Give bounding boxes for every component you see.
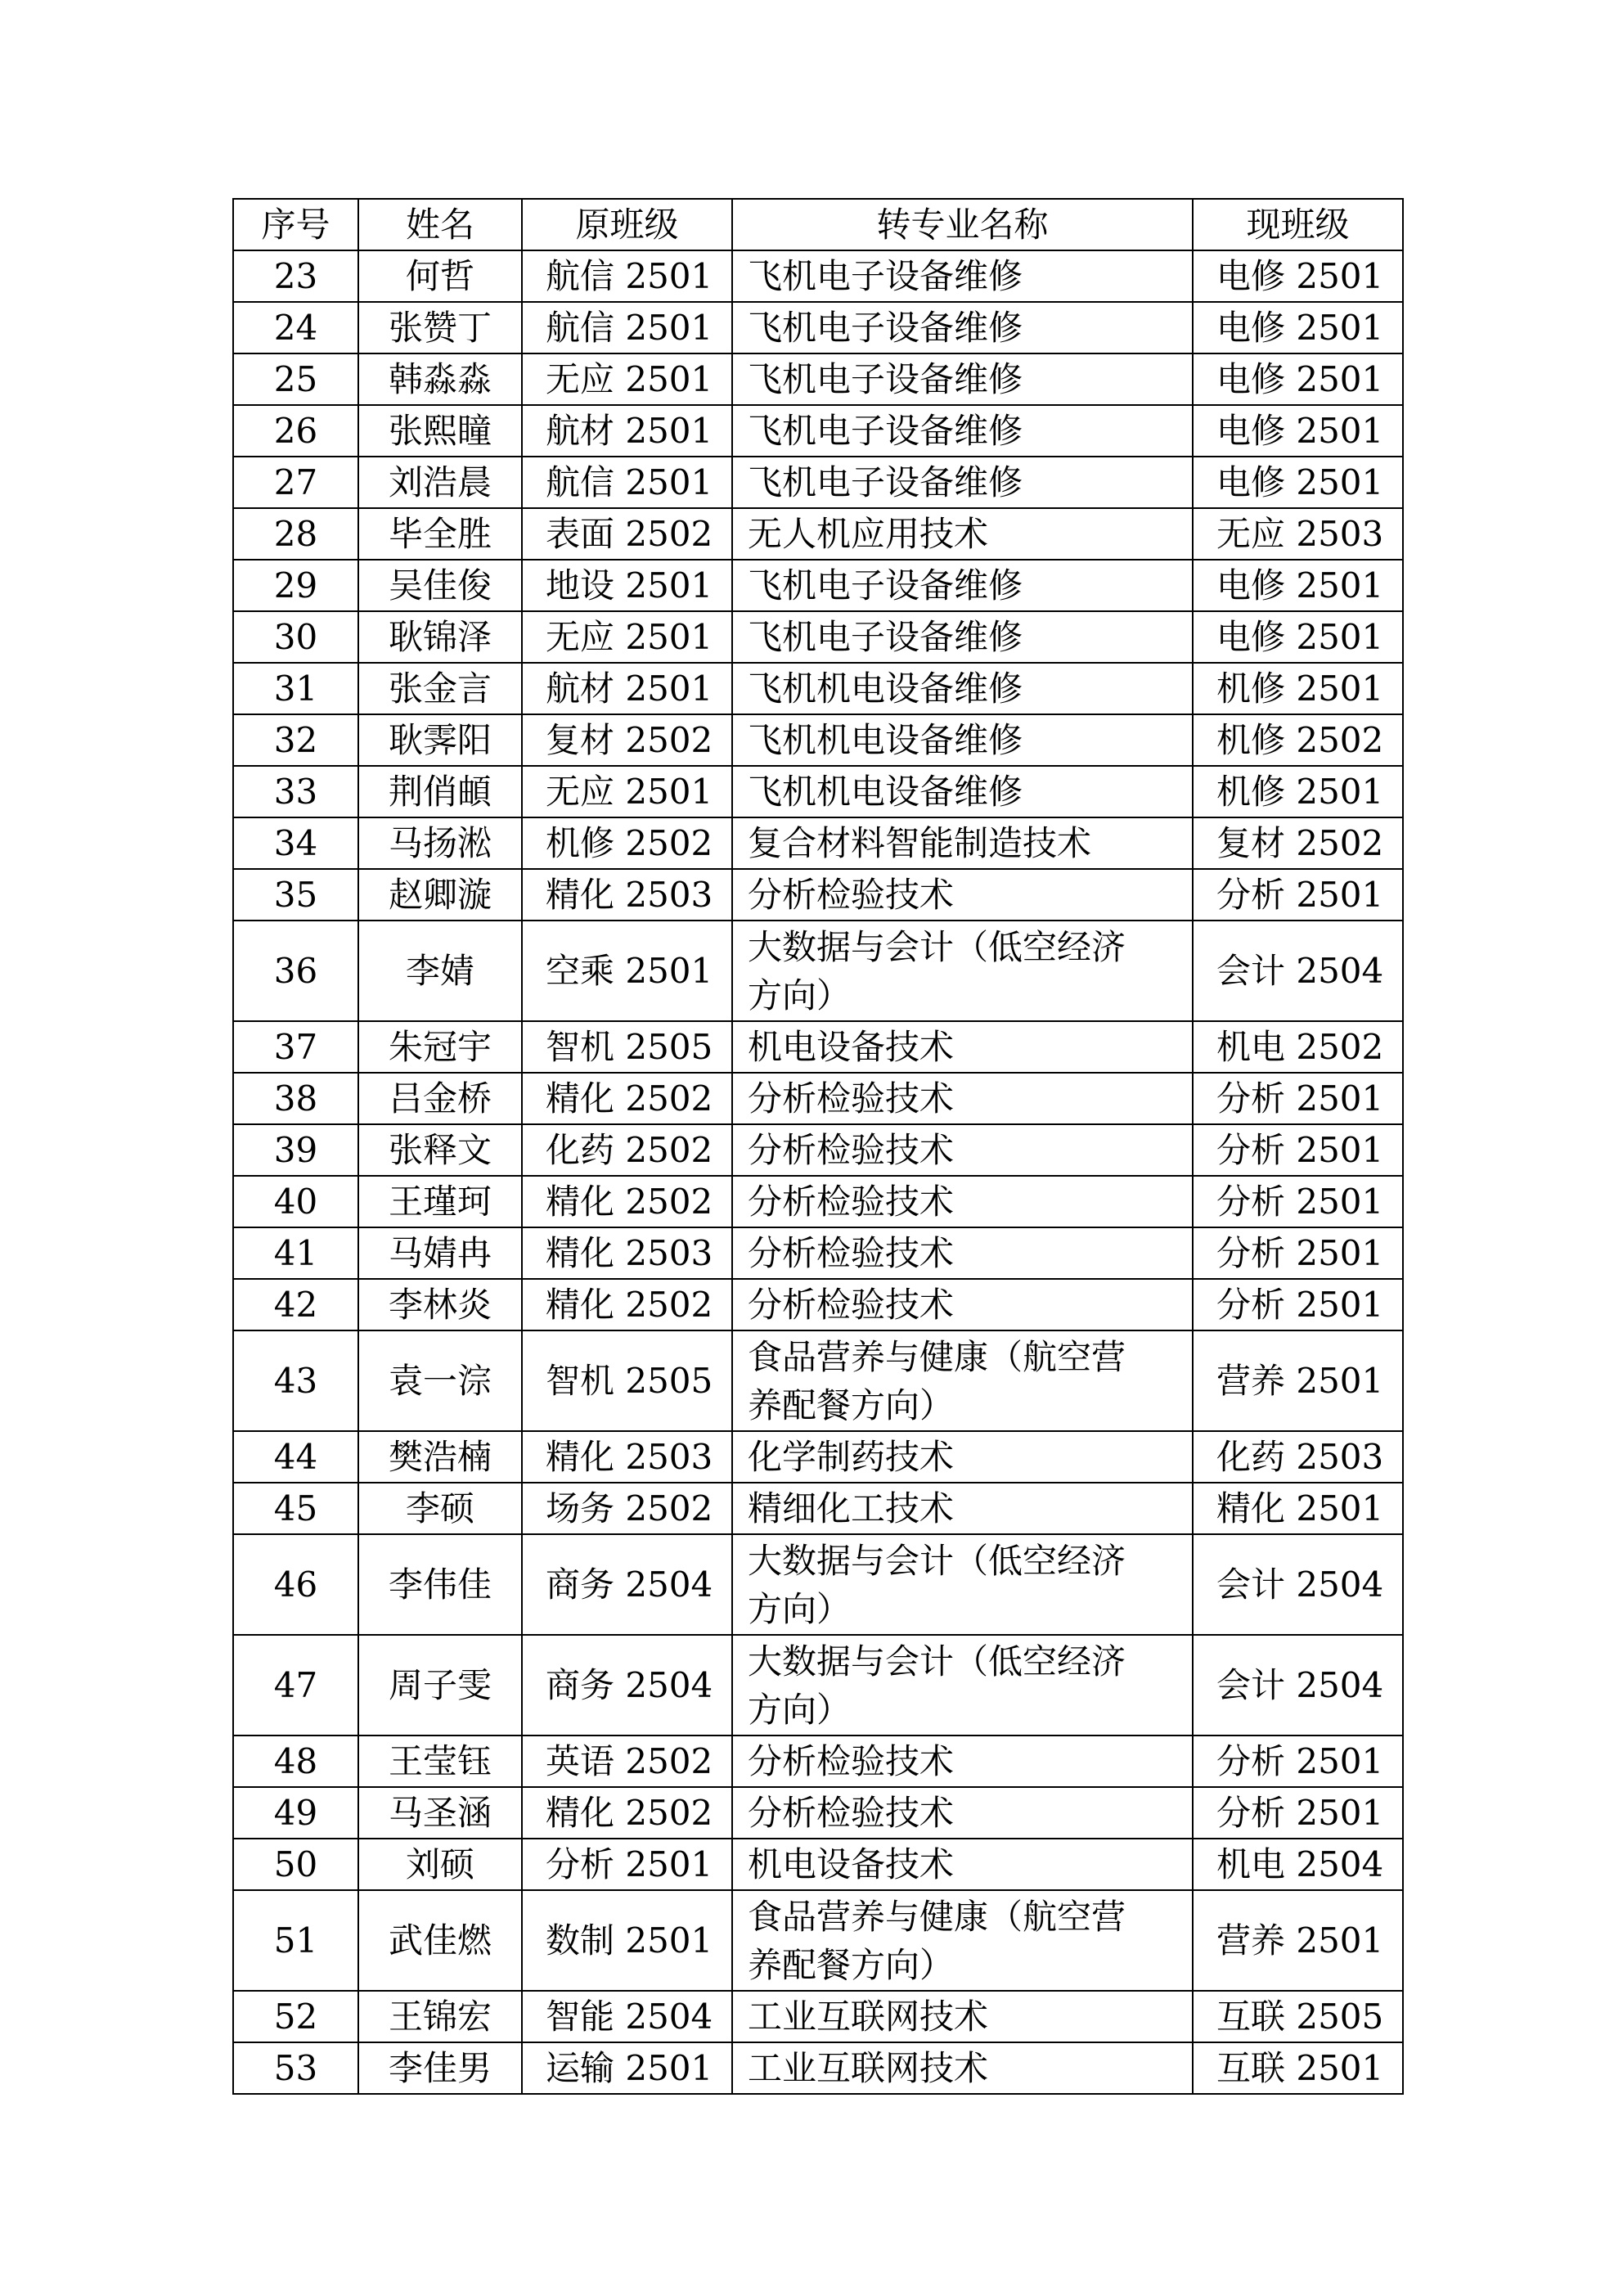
- table-row: [233, 1176, 1403, 1227]
- current-class-cell: 电修 2501: [1193, 560, 1403, 611]
- table-row: [233, 1890, 1403, 1991]
- new-major-cell: [732, 1839, 1193, 1890]
- table-row: [233, 1073, 1403, 1124]
- original-class-cell: 英语 2502: [522, 1736, 732, 1787]
- current-class-cell: 互联 2505: [1193, 1991, 1403, 2042]
- header-original-class: 原班级: [522, 199, 732, 250]
- current-class-cell: 分析 2501: [1193, 1279, 1403, 1330]
- current-class-cell: 化药 2503: [1193, 1431, 1403, 1483]
- new-major-cell: [732, 1431, 1193, 1483]
- current-class-cell: 机修 2501: [1193, 766, 1403, 817]
- original-class-cell: 无应 2501: [522, 611, 732, 663]
- original-class-cell: 运输 2501: [522, 2042, 732, 2094]
- major-line: 工业互联网技术: [748, 2048, 989, 2088]
- name-cell: 马婧冉: [358, 1227, 522, 1279]
- new-major-cell: [732, 1635, 1193, 1736]
- new-major-cell: [732, 1330, 1193, 1431]
- table-row: [233, 1787, 1403, 1839]
- name-cell: 王锦宏: [358, 1991, 522, 2042]
- major-line: 飞机机电设备维修: [748, 669, 1023, 709]
- original-class-cell: 航信 2501: [522, 302, 732, 353]
- major-line: 分析检验技术: [748, 1741, 955, 1781]
- table-row: [233, 663, 1403, 714]
- current-class-cell: 机修 2501: [1193, 663, 1403, 714]
- new-major-cell: [732, 1534, 1193, 1635]
- original-class-cell: 地设 2501: [522, 560, 732, 611]
- original-class-cell: 无应 2501: [522, 353, 732, 405]
- index-cell: 31: [233, 663, 358, 714]
- original-class-cell: 精化 2503: [522, 869, 732, 921]
- major-line: 工业互联网技术: [748, 1997, 989, 2037]
- name-cell: 张金言: [358, 663, 522, 714]
- name-cell: 樊浩楠: [358, 1431, 522, 1483]
- index-cell: 28: [233, 508, 358, 560]
- index-cell: 24: [233, 302, 358, 353]
- new-major-cell: [732, 353, 1193, 405]
- major-line: 飞机电子设备维修: [748, 617, 1023, 657]
- index-cell: 51: [233, 1890, 358, 1991]
- new-major-cell: [732, 1021, 1193, 1073]
- name-cell: 耿锦泽: [358, 611, 522, 663]
- original-class-cell: 精化 2502: [522, 1176, 732, 1227]
- index-cell: 49: [233, 1787, 358, 1839]
- original-class-cell: 分析 2501: [522, 1839, 732, 1890]
- current-class-cell: 分析 2501: [1193, 1736, 1403, 1787]
- original-class-cell: 航材 2501: [522, 405, 732, 457]
- index-cell: 52: [233, 1991, 358, 2042]
- major-line: 机电设备技术: [748, 1027, 955, 1067]
- index-cell: 50: [233, 1839, 358, 1890]
- table-row: [233, 1124, 1403, 1176]
- current-class-cell: 复材 2502: [1193, 817, 1403, 869]
- name-cell: 袁一淙: [358, 1330, 522, 1431]
- table-row: [233, 1736, 1403, 1787]
- table-row: [233, 508, 1403, 560]
- current-class-cell: 无应 2503: [1193, 508, 1403, 560]
- transfer-roster-table: [232, 198, 1404, 2095]
- original-class-cell: 商务 2504: [522, 1635, 732, 1736]
- table-row: [233, 1330, 1403, 1431]
- new-major-cell: [732, 869, 1193, 921]
- table-row: [233, 1991, 1403, 2042]
- name-cell: 毕全胜: [358, 508, 522, 560]
- current-class-cell: 电修 2501: [1193, 250, 1403, 302]
- current-class-cell: 精化 2501: [1193, 1483, 1403, 1534]
- name-cell: 武佳燃: [358, 1890, 522, 1991]
- original-class-cell: 智机 2505: [522, 1021, 732, 1073]
- index-cell: 44: [233, 1431, 358, 1483]
- new-major-cell: [732, 1279, 1193, 1330]
- index-cell: 46: [233, 1534, 358, 1635]
- name-cell: 马扬淞: [358, 817, 522, 869]
- current-class-cell: 机修 2502: [1193, 714, 1403, 766]
- current-class-cell: 互联 2501: [1193, 2042, 1403, 2094]
- current-class-cell: 电修 2501: [1193, 302, 1403, 353]
- major-line: 分析检验技术: [748, 1793, 955, 1833]
- index-cell: 41: [233, 1227, 358, 1279]
- original-class-cell: 航信 2501: [522, 457, 732, 508]
- major-line: 无人机应用技术: [748, 514, 989, 554]
- original-class-cell: 精化 2503: [522, 1431, 732, 1483]
- table-row: [233, 921, 1403, 1021]
- index-cell: 48: [233, 1736, 358, 1787]
- table-row: [233, 766, 1403, 817]
- original-class-cell: 场务 2502: [522, 1483, 732, 1534]
- major-line: 大数据与会计（低空经济: [748, 926, 1126, 967]
- original-class-cell: 商务 2504: [522, 1534, 732, 1635]
- original-class-cell: 精化 2502: [522, 1279, 732, 1330]
- major-line: 分析检验技术: [748, 875, 955, 915]
- index-cell: 53: [233, 2042, 358, 2094]
- table-row: [233, 1635, 1403, 1736]
- table-row: [233, 1431, 1403, 1483]
- current-class-cell: 分析 2501: [1193, 1073, 1403, 1124]
- major-line: 养配餐方向）: [748, 1384, 955, 1425]
- table-row: [233, 1483, 1403, 1534]
- current-class-cell: 分析 2501: [1193, 1227, 1403, 1279]
- new-major-cell: [732, 1124, 1193, 1176]
- current-class-cell: 电修 2501: [1193, 405, 1403, 457]
- header-new-major: 转专业名称: [732, 199, 1193, 250]
- table-row: [233, 1839, 1403, 1890]
- current-class-cell: 会计 2504: [1193, 1534, 1403, 1635]
- original-class-cell: 智机 2505: [522, 1330, 732, 1431]
- current-class-cell: 分析 2501: [1193, 1787, 1403, 1839]
- new-major-cell: [732, 1227, 1193, 1279]
- current-class-cell: 机电 2504: [1193, 1839, 1403, 1890]
- header-row: [233, 199, 1403, 250]
- new-major-cell: [732, 1483, 1193, 1534]
- name-cell: 王莹钰: [358, 1736, 522, 1787]
- original-class-cell: 表面 2502: [522, 508, 732, 560]
- name-cell: 吴佳俊: [358, 560, 522, 611]
- original-class-cell: 精化 2502: [522, 1787, 732, 1839]
- name-cell: 刘浩晨: [358, 457, 522, 508]
- new-major-cell: [732, 663, 1193, 714]
- new-major-cell: [732, 817, 1193, 869]
- new-major-cell: [732, 921, 1193, 1021]
- name-cell: 张赞丁: [358, 302, 522, 353]
- table-header: [233, 199, 1403, 250]
- index-cell: 34: [233, 817, 358, 869]
- current-class-cell: 分析 2501: [1193, 1124, 1403, 1176]
- major-line: 飞机机电设备维修: [748, 772, 1023, 812]
- new-major-cell: [732, 1787, 1193, 1839]
- new-major-cell: [732, 1176, 1193, 1227]
- major-line: 复合材料智能制造技术: [748, 823, 1092, 863]
- name-cell: 韩淼淼: [358, 353, 522, 405]
- table-row: [233, 611, 1403, 663]
- major-line: 方向）: [748, 1689, 852, 1730]
- major-line: 食品营养与健康（航空营: [748, 1336, 1126, 1377]
- original-class-cell: 精化 2502: [522, 1073, 732, 1124]
- major-line: 养配餐方向）: [748, 1944, 955, 1985]
- major-line: 分析检验技术: [748, 1233, 955, 1273]
- table-row: [233, 353, 1403, 405]
- name-cell: 李伟佳: [358, 1534, 522, 1635]
- new-major-cell: [732, 250, 1193, 302]
- new-major-cell: [732, 611, 1193, 663]
- new-major-cell: [732, 1736, 1193, 1787]
- header-current-class: 现班级: [1193, 199, 1403, 250]
- name-cell: 朱冠宇: [358, 1021, 522, 1073]
- table-row: [233, 817, 1403, 869]
- name-cell: 周子雯: [358, 1635, 522, 1736]
- new-major-cell: [732, 766, 1193, 817]
- name-cell: 耿霁阳: [358, 714, 522, 766]
- index-cell: 40: [233, 1176, 358, 1227]
- major-line: 大数据与会计（低空经济: [748, 1641, 1126, 1681]
- major-line: 大数据与会计（低空经济: [748, 1540, 1126, 1581]
- index-cell: 35: [233, 869, 358, 921]
- index-cell: 33: [233, 766, 358, 817]
- index-cell: 39: [233, 1124, 358, 1176]
- name-cell: 李硕: [358, 1483, 522, 1534]
- major-line: 飞机电子设备维修: [748, 411, 1023, 451]
- index-cell: 29: [233, 560, 358, 611]
- name-cell: 何哲: [358, 250, 522, 302]
- current-class-cell: 会计 2504: [1193, 1635, 1403, 1736]
- major-line: 方向）: [748, 1588, 852, 1629]
- header-index: 序号: [233, 199, 358, 250]
- major-line: 飞机电子设备维修: [748, 462, 1023, 502]
- original-class-cell: 精化 2503: [522, 1227, 732, 1279]
- current-class-cell: 电修 2501: [1193, 457, 1403, 508]
- name-cell: 李佳男: [358, 2042, 522, 2094]
- new-major-cell: [732, 2042, 1193, 2094]
- major-line: 飞机电子设备维修: [748, 565, 1023, 606]
- major-line: 飞机机电设备维修: [748, 720, 1023, 760]
- name-cell: 吕金桥: [358, 1073, 522, 1124]
- current-class-cell: 营养 2501: [1193, 1890, 1403, 1991]
- index-cell: 36: [233, 921, 358, 1021]
- index-cell: 38: [233, 1073, 358, 1124]
- index-cell: 23: [233, 250, 358, 302]
- index-cell: 32: [233, 714, 358, 766]
- major-line: 分析检验技术: [748, 1130, 955, 1170]
- original-class-cell: 智能 2504: [522, 1991, 732, 2042]
- major-line: 精细化工技术: [748, 1488, 955, 1528]
- name-cell: 王瑾珂: [358, 1176, 522, 1227]
- current-class-cell: 会计 2504: [1193, 921, 1403, 1021]
- table-row: [233, 302, 1403, 353]
- index-cell: 26: [233, 405, 358, 457]
- table-row: [233, 560, 1403, 611]
- table-row: [233, 457, 1403, 508]
- new-major-cell: [732, 508, 1193, 560]
- major-line: 分析检验技术: [748, 1182, 955, 1222]
- table-row: [233, 714, 1403, 766]
- original-class-cell: 无应 2501: [522, 766, 732, 817]
- current-class-cell: 营养 2501: [1193, 1330, 1403, 1431]
- new-major-cell: [732, 560, 1193, 611]
- table-row: [233, 1279, 1403, 1330]
- major-line: 分析检验技术: [748, 1285, 955, 1325]
- major-line: 机电设备技术: [748, 1844, 955, 1884]
- current-class-cell: 电修 2501: [1193, 353, 1403, 405]
- original-class-cell: 化药 2502: [522, 1124, 732, 1176]
- major-line: 飞机电子设备维修: [748, 308, 1023, 348]
- name-cell: 张释文: [358, 1124, 522, 1176]
- table-row: [233, 405, 1403, 457]
- table-row: [233, 1021, 1403, 1073]
- table-row: [233, 1534, 1403, 1635]
- original-class-cell: 空乘 2501: [522, 921, 732, 1021]
- new-major-cell: [732, 1991, 1193, 2042]
- original-class-cell: 航信 2501: [522, 250, 732, 302]
- new-major-cell: [732, 1890, 1193, 1991]
- name-cell: 刘硕: [358, 1839, 522, 1890]
- major-line: 食品营养与健康（航空营: [748, 1896, 1126, 1937]
- index-cell: 43: [233, 1330, 358, 1431]
- current-class-cell: 电修 2501: [1193, 611, 1403, 663]
- new-major-cell: [732, 1073, 1193, 1124]
- index-cell: 37: [233, 1021, 358, 1073]
- name-cell: 马圣涵: [358, 1787, 522, 1839]
- original-class-cell: 航材 2501: [522, 663, 732, 714]
- index-cell: 30: [233, 611, 358, 663]
- major-line: 飞机电子设备维修: [748, 359, 1023, 399]
- index-cell: 42: [233, 1279, 358, 1330]
- index-cell: 47: [233, 1635, 358, 1736]
- index-cell: 25: [233, 353, 358, 405]
- name-cell: 荆俏頔: [358, 766, 522, 817]
- major-line: 化学制药技术: [748, 1437, 955, 1477]
- new-major-cell: [732, 302, 1193, 353]
- table-row: [233, 869, 1403, 921]
- original-class-cell: 数制 2501: [522, 1890, 732, 1991]
- current-class-cell: 机电 2502: [1193, 1021, 1403, 1073]
- index-cell: 45: [233, 1483, 358, 1534]
- original-class-cell: 复材 2502: [522, 714, 732, 766]
- original-class-cell: 机修 2502: [522, 817, 732, 869]
- name-cell: 赵卿漩: [358, 869, 522, 921]
- name-cell: 张熙瞳: [358, 405, 522, 457]
- new-major-cell: [732, 714, 1193, 766]
- index-cell: 27: [233, 457, 358, 508]
- name-cell: 李婧: [358, 921, 522, 1021]
- table-body: [233, 250, 1403, 2094]
- header-name: 姓名: [358, 199, 522, 250]
- new-major-cell: [732, 457, 1193, 508]
- current-class-cell: 分析 2501: [1193, 1176, 1403, 1227]
- table-row: [233, 1227, 1403, 1279]
- current-class-cell: 分析 2501: [1193, 869, 1403, 921]
- name-cell: 李林炎: [358, 1279, 522, 1330]
- major-line: 方向）: [748, 975, 852, 1015]
- table-row: [233, 2042, 1403, 2094]
- new-major-cell: [732, 405, 1193, 457]
- major-line: 飞机电子设备维修: [748, 256, 1023, 296]
- table-row: [233, 250, 1403, 302]
- major-line: 分析检验技术: [748, 1078, 955, 1119]
